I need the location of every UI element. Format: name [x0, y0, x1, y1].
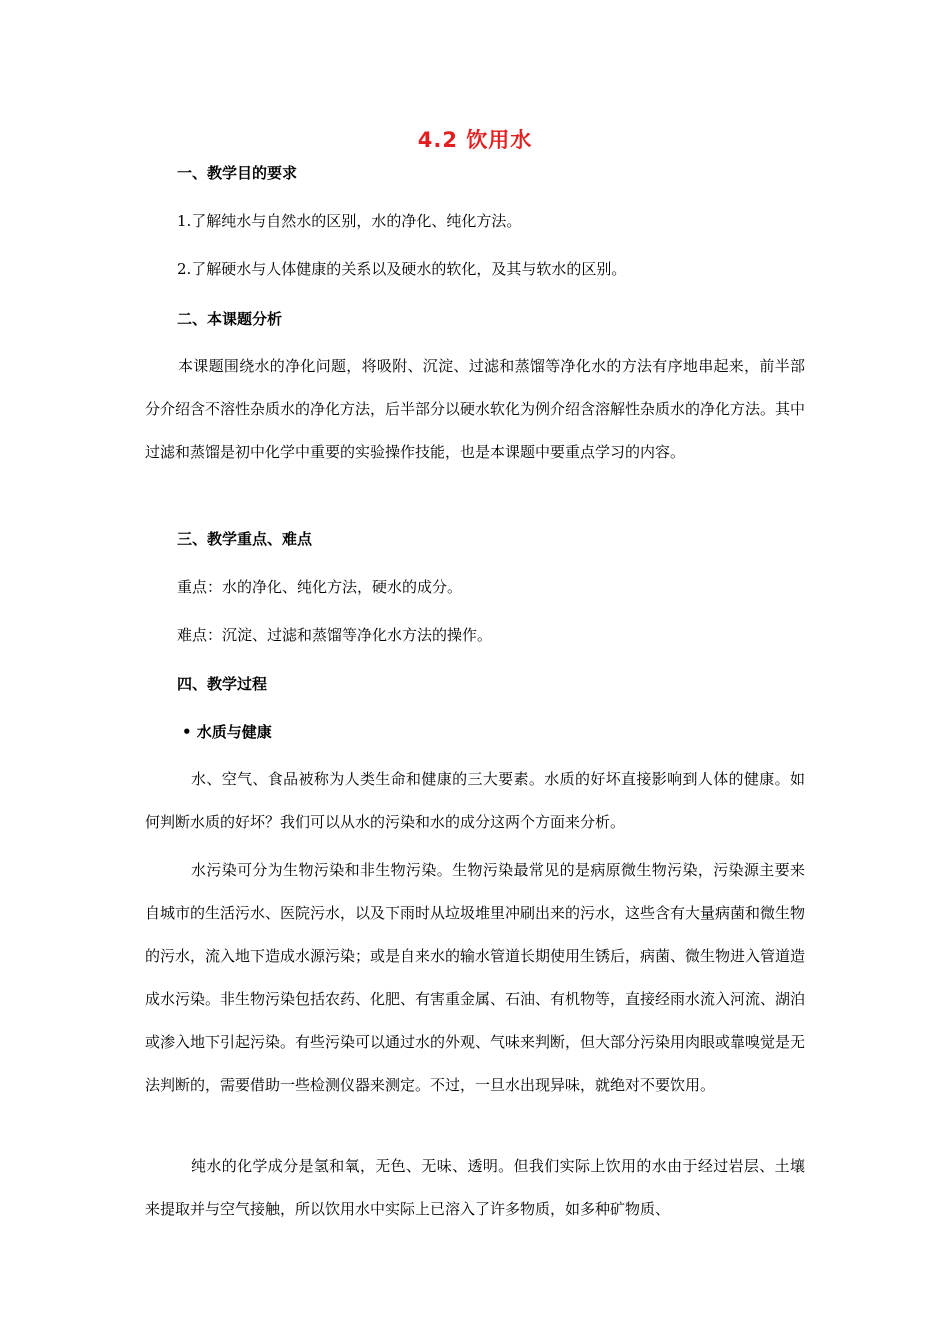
subsection-water-health: • 水质与健康 [182, 723, 272, 741]
objective-item-1: 1.了解纯水与自然水的区别，水的净化、纯化方法。 [177, 212, 522, 230]
key-point-text: 重点：水的净化、纯化方法，硬水的成分。 [177, 578, 463, 596]
section-heading-analysis: 二、本课题分析 [177, 310, 283, 328]
section-heading-objectives: 一、教学目的要求 [177, 164, 298, 182]
process-paragraph-2: 水污染可分为生物污染和非生物污染。生物污染最常见的是病原微生物污染，污染源主要来自城市的生活污水、医院污水，以及下雨时从垃圾堆里冲刷出来的污水，这些含有大量病菌和微生物的污水，流入地下造成水源污染；或是自来水的输水管道长期使用生锈后，病菌、微生物进入管道造成水污染。非生物污染包括农药、化肥、有害重金属、石油、有机物等，直接经雨水流入河流、湖泊或渗入地下引起污染。有些污染可以通过水的外观、气味来判断，但大部分污染用肉眼或靠嗅觉是无法判断的，需要借助一些检测仪器来测定。不过，一旦水出现异味，就绝对不要饮用。 [145, 861, 806, 1094]
section-heading-key-points: 三、教学重点、难点 [177, 530, 313, 548]
page-title: 4.2 饮用水 [417, 128, 533, 152]
objective-item-2: 2.了解硬水与人体健康的关系以及硬水的软化，及其与软水的区别。 [177, 260, 627, 278]
analysis-paragraph: 本课题围绕水的净化问题，将吸附、沉淀、过滤和蒸馏等净化水的方法有序地串起来，前半部分介绍含不溶性杂质水的净化方法，后半部分以硬水软化为例介绍含溶解性杂质水的净化方法。其中过滤和蒸馏是初中化学中重要的实验操作技能，也是本课题中要重点学习的内容。 [145, 357, 806, 461]
section-heading-process: 四、教学过程 [177, 675, 268, 693]
difficult-point-text: 难点：沉淀、过滤和蒸馏等净化水方法的操作。 [177, 626, 493, 644]
process-paragraph-1: 水、空气、食品被称为人类生命和健康的三大要素。水质的好坏直接影响到人体的健康。如何判断水质的好坏？我们可以从水的污染和水的成分这两个方面来分析。 [145, 770, 805, 831]
process-paragraph-3: 纯水的化学成分是氢和氧，无色、无味、透明。但我们实际上饮用的水由于经过岩层、土壤来提取并与空气接触，所以饮用水中实际上已溶入了许多物质，如多种矿物质、 [145, 1157, 805, 1218]
